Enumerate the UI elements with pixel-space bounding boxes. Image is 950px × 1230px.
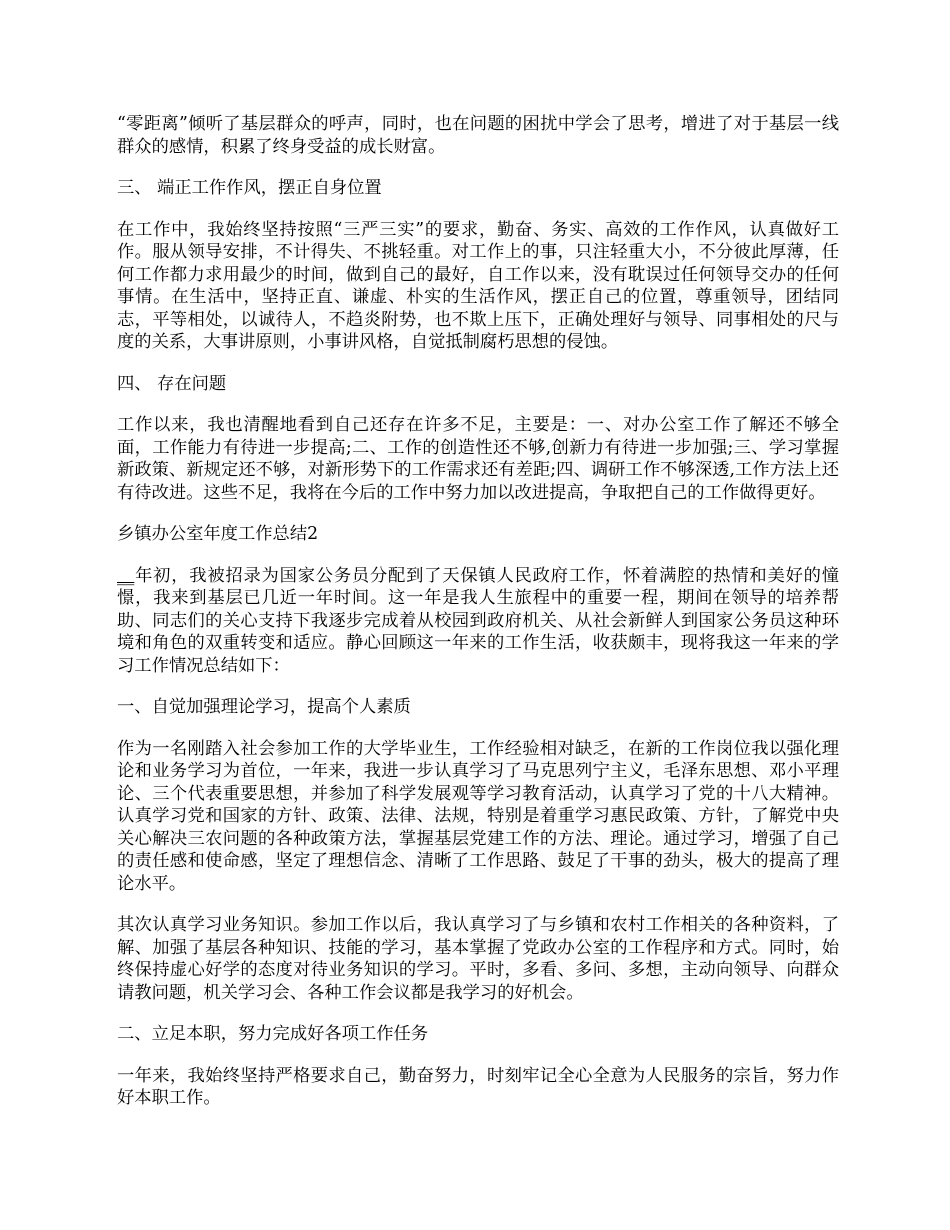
paragraph-duties: 一年来，我始终坚持严格要求自己，勤奋努力，时刻牢记全心全意为人民服务的宗旨，努力作好本职工作。 bbox=[117, 1065, 839, 1108]
paragraph-zero-distance: “零距离”倾听了基层群众的呼声，同时，也在问题的困扰中学会了思考，增进了对于基层一线群众的感情，积累了终身受益的成长财富。 bbox=[117, 114, 839, 157]
paragraph-work-style: 在工作中，我始终坚持按照“三严三实”的要求，勤奋、务实、高效的工作作风，认真做好工作。服从领导安排，不计得失、不挑轻重。对工作上的事，只注轻重大小，不分彼此厚薄，任何工作都力求用最少的时间，做到自己的最好，自工作以来，没有耽误过任何领导交办的任何事情。在生活中，坚持正直、谦虚、朴实的生活作风，摆正自己的位置，尊重领导，团结同志，平等相处，以诚待人，不趋炎附势，也不欺上压下，正确处理好与领导、同事相处的尺与度的关系，大事讲原则，小事讲风格，自觉抵制腐朽思想的侵蚀。 bbox=[117, 219, 839, 352]
paragraph-problems: 工作以来，我也清醒地看到自己还存在许多不足，主要是：一、对办公室工作了解还不够全面，工作能力有待进一步提高;二、工作的创造性还不够,创新力有待进一步加强;三、学习掌握新政策、新规定还不够，对新形势下的工作需求还有差距;四、调研工作不够深透,工作方法上还有待改进。这些不足，我将在今后的工作中努力加以改进提高，争取把自己的工作做得更好。 bbox=[117, 415, 839, 503]
section-heading-problems: 四、 存在问题 bbox=[117, 373, 227, 394]
blank-underline: __ bbox=[117, 565, 135, 586]
section-heading-duties: 二、立足本职，努力完成好各项工作任务 bbox=[117, 1024, 429, 1044]
paragraph-intro bbox=[117, 565, 839, 678]
paragraph-theory-study: 作为一名刚踏入社会参加工作的大学毕业生，工作经验相对缺乏，在新的工作岗位我以强化理论和业务学习为首位，一年来，我进一步认真学习了马克思列宁主义，毛泽东思想、邓小平理论、三个代表重要思想，并参加了科学发展观等学习教育活动，认真学习了党的十八大精神。认真学习党和国家的方针、政策、法律、法规，特别是着重学习惠民政策、方针，了解党中央关心解决三农问题的各种政策方法，掌握基层党建工作的方法、理论。通过学习，增强了自己的责任感和使命感，坚定了理想信念、清晰了工作思路、鼓足了干事的劲头，极大的提高了理论水平。 bbox=[117, 738, 839, 894]
document-body bbox=[117, 113, 839, 1129]
section-heading-theory-study: 一、自觉加强理论学习，提高个人素质 bbox=[117, 697, 411, 717]
document-title-2: 乡镇办公室年度工作总结2 bbox=[117, 524, 319, 544]
section-heading-work-style: 三、 端正工作作风，摆正自身位置 bbox=[117, 178, 382, 198]
paragraph-business-study: 其次认真学习业务知识。参加工作以后，我认真学习了与乡镇和农村工作相关的各种资料，了解、加强了基层各种知识、技能的学习，基本掌握了党政办公室的工作程序和方式。同时，始终保持虚心好学的态度对待业务知识的学习。平时，多看、多问、多想，主动向领导、向群众请教问题，机关学习会、各种工作会议都是我学习的好机会。 bbox=[117, 915, 839, 1003]
paragraph-intro-text: 年初，我被招录为国家公务员分配到了天保镇人民政府工作，怀着满腔的热情和美好的憧憬，我来到基层已几近一年时间。这一年是我人生旅程中的重要一程，期间在领导的培养帮助、同志们的关心支持下我逐步完成着从校园到政府机关、从社会新鲜人到国家公务员这种环境和角色的双重转变和适应。静心回顾这一年来的工作生活，收获颇丰，现将我这一年来的学习工作情况总结如下： bbox=[117, 565, 839, 676]
